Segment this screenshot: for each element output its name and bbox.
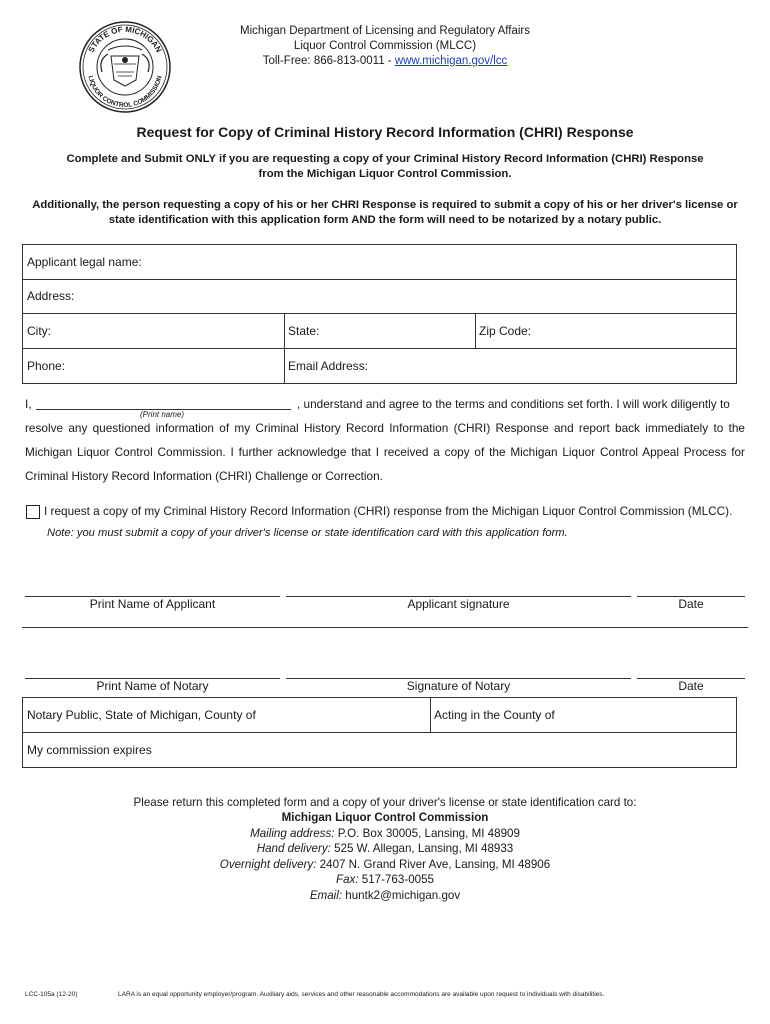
address-field[interactable]: Address: xyxy=(27,289,75,303)
applicant-signature-label: Applicant signature xyxy=(407,597,510,611)
state-field[interactable]: State: xyxy=(288,324,320,338)
state-seal-logo xyxy=(78,20,172,114)
agreement-prefix: I, xyxy=(25,397,32,411)
applicant-date-label: Date xyxy=(678,597,704,611)
svg-text:STATE OF MICHIGAN xyxy=(87,25,164,54)
website-link[interactable]: www.michigan.gov/lcc xyxy=(394,55,508,67)
agreement-text-3: Michigan Liquor Control Commission. I further acknowledge that I received a copy of the Michigan Liquor Control Appeal Process for xyxy=(25,445,745,459)
section-divider xyxy=(22,627,748,628)
return-instructions: Please return this completed form and a copy of your driver's license or state identification card to: xyxy=(133,796,637,809)
tollfree-text: Toll-Free: 866-813-0011 - xyxy=(262,55,395,67)
notary-county-field[interactable]: Notary Public, State of Michigan, County of xyxy=(27,708,256,722)
department-name: Michigan Department of Licensing and Regulatory Affairs xyxy=(239,25,530,37)
fax-number xyxy=(0,872,770,888)
notary-info-table xyxy=(22,697,737,768)
print-name-of-applicant-label: Print Name of Applicant xyxy=(89,597,216,611)
city-field[interactable]: City: xyxy=(27,324,51,338)
form-id: LCC-105a (12-20) xyxy=(25,991,78,998)
seal-bottom-text: LIQUOR CONTROL COMMISSION xyxy=(86,74,164,110)
fax-value: 517-763-0055 xyxy=(358,873,434,886)
hand-delivery xyxy=(0,841,770,857)
instruction-line-2: from the Michigan Liquor Control Commission. xyxy=(258,168,512,180)
mailing-address xyxy=(0,826,770,842)
commission-expires-field[interactable]: My commission expires xyxy=(27,743,152,757)
agency-header xyxy=(180,24,590,69)
eeo-statement: LARA is an equal opportunity employer/program. Auxiliary aids, services and other reasonable accommodations are available upon request to individuals with disabilities. xyxy=(118,991,605,998)
commission-name: Liquor Control Commission (MLCC) xyxy=(293,40,477,52)
hand-delivery-label: Hand delivery: xyxy=(256,842,331,855)
email-contact xyxy=(0,888,770,904)
license-note: Note: you must submit a copy of your driver's license or state identification card with this application form. xyxy=(47,527,568,539)
mailing-address-label: Mailing address: xyxy=(250,827,335,840)
instruction-line-4: state identification with this application form AND the form will need to be notarized by a notary public. xyxy=(108,214,662,226)
print-name-of-notary-label: Print Name of Notary xyxy=(96,679,209,693)
form-title: Request for Copy of Criminal History Record Information (CHRI) Response xyxy=(136,124,634,140)
contact-line xyxy=(180,54,590,69)
request-copy-label: I request a copy of my Criminal History Record Information (CHRI) response from the Michigan Liquor Control Commission (MLCC). xyxy=(44,504,733,518)
print-name-hint: (Print name) xyxy=(140,410,185,419)
overnight-delivery xyxy=(0,857,770,873)
phone-field[interactable]: Phone: xyxy=(27,359,66,373)
applicant-legal-name-field[interactable]: Applicant legal name: xyxy=(27,255,142,269)
overnight-delivery-value: 2407 N. Grand River Ave, Lansing, MI 48906 xyxy=(316,858,551,871)
notary-date-label: Date xyxy=(678,679,704,693)
agreement-text-1: , understand and agree to the terms and conditions set forth. I will work diligently to xyxy=(297,397,730,411)
instruction-line-3: Additionally, the person requesting a copy of his or her CHRI Response is required to submit a copy of his or her driver's license or xyxy=(32,199,738,211)
email-address-field[interactable]: Email Address: xyxy=(288,359,369,373)
email-value[interactable]: huntk2@michigan.gov xyxy=(342,889,461,902)
request-copy-checkbox[interactable] xyxy=(26,505,40,519)
instruction-line-1: Complete and Submit ONLY if you are requesting a copy of your Criminal History Record Information (CHRI) Response xyxy=(66,153,704,165)
zip-code-field[interactable]: Zip Code: xyxy=(479,324,532,338)
notary-signature-label: Signature of Notary xyxy=(406,679,511,693)
email-label: Email: xyxy=(309,889,343,902)
agreement-text-4: Criminal History Record Information (CHRI) Challenge or Correction. xyxy=(25,469,383,483)
fax-label: Fax: xyxy=(336,873,359,886)
agreement-text-2: resolve any questioned information of my Criminal History Record Information (CHRI) Response and report back immediately to the xyxy=(25,421,745,435)
applicant-info-table xyxy=(22,244,737,384)
acting-county-field[interactable]: Acting in the County of xyxy=(434,708,555,722)
return-org-name: Michigan Liquor Control Commission xyxy=(281,811,489,824)
hand-delivery-value: 525 W. Allegan, Lansing, MI 48933 xyxy=(330,842,514,855)
overnight-delivery-label: Overnight delivery: xyxy=(219,858,317,871)
mailing-address-value: P.O. Box 30005, Lansing, MI 48909 xyxy=(334,827,520,840)
seal-top-text: STATE OF MICHIGAN xyxy=(86,24,164,54)
